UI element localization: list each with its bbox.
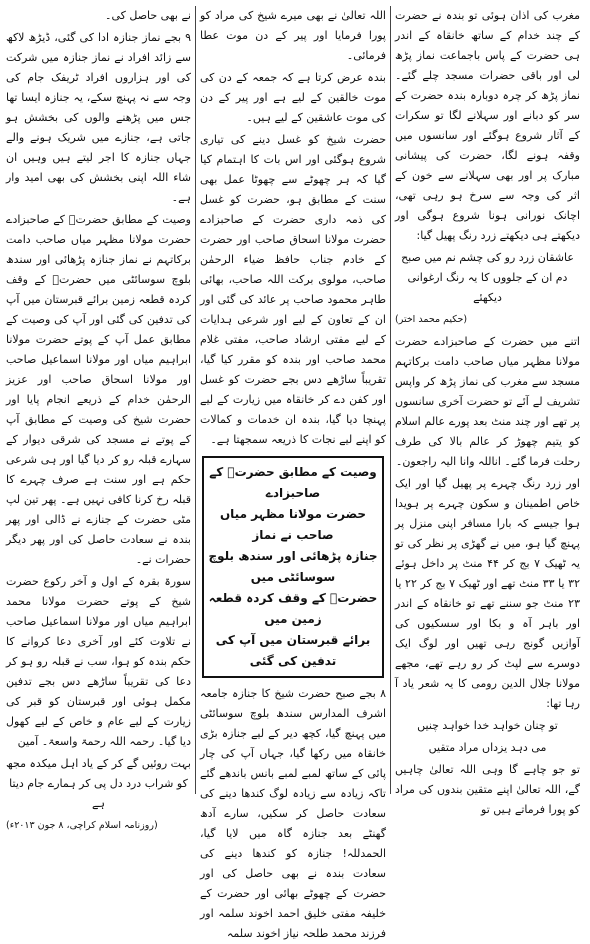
paragraph: ۹ بجے نماز جنازہ ادا کی گئی، ڈیڑھ لاکھ سے زائد افراد نے نماز جنازہ میں شرکت کی اور ہزاروں افراد ٹریفک جام کی وجہ سے نہ پہنچ سکے، یہ جنازہ ایسا تھا جس میں پڑھنے والوں کی بخشش ہو جاتی ہے، جنازے میں شریک ہونے والے جہاں جنازہ کا اجر لیتے ہیں وہیں ان شاء اللہ اپنی بخشش کی بھی امید وار ہے۔ [6,31,191,204]
verse: بہت روئیں گے کر کے یاد اہل میکدہ مجھ کو شراب درد دل پی کر ہمارے جام دیتا ہے [6,757,191,810]
verse-line: می دہد یزداں مراد متقیں [428,741,547,754]
callout-box [202,456,384,678]
callout-line: وصیت کے مطابق حضرتؒ کے صاحبزادے [209,465,377,500]
paragraph: حضرت شیخ کو غسل دینے کی تیاری شروع ہوگئی اور اس بات کا اہتمام کیا گیا کہ ہر چھوٹے سے چھوٹا عمل بھی سنت کے مطابق ہو، حضرت کو غسل کی ذمہ داری حضرت کے صاحبزادے حضرت مولانا اسحاق صاحب اور حضرت کے خادم جناب حافظ ضیاء الرحمٰن صاحب، مولوی برکت اللہ صاحب، بھائی طاہر محمود صاحب پر عائد کی گئی اور ان کے تعاون کے لیے اور شرعی ہدایات کے لیے مفتی ارشاد صاحب، مفتی غلام محمد صاحب اور بندہ کو مقرر کیا گیا، تقریباً ساڑھے دس بجے حضرت کو غسل اور کفن دے کر خانقاہ میں زیارت کے لیے پہنچا دیا گیا، بندہ ان خدمات و کمالات کو اپنے لیے نجات کا ذریعہ سمجھتا ہے۔ [200,133,386,446]
paragraph: بندہ عرض کرتا ہے کہ جمعہ کے دن کی موت خالقین کے لیے ہے اور پیر کے دن کی موت عاشقین کے لیے ہیں۔ [200,71,386,124]
paragraph: تو جو چاہے گا وہی اللہ تعالیٰ چاہیں گے، اللہ تعالیٰ اپنے متقین بندوں کی مراد کو پورا فرماتے ہیں تو [395,763,580,816]
paragraph: مغرب کی اذان ہوئی تو بندہ نے حضرت کے چند خدام کے ساتھ خانقاہ کے اندر ہی حضرت کے پاس باجماعت نماز پڑھ لی اور باقی حضرات مسجد چلے گئے۔ نماز پڑھ کر چرہ دوبارہ بندہ حضرت کے سر کو دبانے اور سہلانے لگا تو سکرات کے آثار شروع ہوگئے اور سانسوں میں وقفہ ہونے لگا، حضرت کی پیشانی مبارک پر اور بھی سہلانے سے خون کے اثر کی وجہ سے سرخ ہو رہی تھی، اچانک نورانی ہونا شروع ہوگی اور دیکھتے ہی دیکھتے زرد رنگ پھیل گیا: [395,9,580,242]
paragraph: اللہ تعالیٰ نے بھی میرے شیخ کی مراد کو پورا فرمایا اور پیر کے دن موت عطا فرمائی۔ [200,9,386,62]
column-divider [390,6,391,794]
paragraph: سورۃ بقرہ کے اول و آخر رکوع حضرت شیخ کے پوتے حضرت مولانا محمد ابراہیم میاں اور مولانا اسماعیل صاحب نے تلاوت کئے اور آخری دعا کروانے کا حکم بندہ کو ہوا، سب نے قبلہ رو ہو کر دعا کی تقریباً ساڑھے دس بجے تدفین مکمل ہوئی اور قبرستان کو قبر کی زیارت کے لیے عام و خاص کے لیے کھول دیا گیا۔ رحمہ اللہ رحمۃ واسعۃ۔ آمین [6,575,191,748]
column-divider [195,6,196,794]
verse-line: تو چنان خواہد خدا خواہد چنیں [417,719,558,732]
column-middle [196,6,390,944]
column-left [2,6,195,944]
paragraph: اتنے میں حضرت کے صاحبزادے حضرت مولانا مظہر میاں صاحب دامت برکاتہم مسجد سے مغرب کی نماز پڑھ کر واپس تشریف لے آئے تو حضرت آخری سانسوں پر تھے اور چند منٹ بعد پورے عالم اسلام کو یتیم چھوڑ کر عالم بالا کی طرف رحلت فرما گئے۔ اناللہ وانا الیہ راجعون۔ [395,335,580,468]
paragraph: ۸ بجے صبح حضرت شیخ کا جنازہ جامعہ اشرف المدارس سندھ بلوچ سوسائٹی میں پہنچ گیا، کچھ دیر کے لیے جنازہ بڑی خانقاہ میں رکھا گیا، جہاں آپ کی چار پائی کے ساتھ لمبے لمبے بانس باندھے گئے تاکہ زیادہ سے زیادہ لوگ کندھا دینے کی سعادت حاصل کر سکیں، سارے آدھ گھنٹے بعد جنازہ گاہ میں لایا گیا، الحمدللہ! جنازہ کو کندھا دینے کی سعادت بندہ نے بھی حاصل کی اور حضرت کے چھوٹے بھائی اور حضرت کے خلیفہ مفتی خلیق احمد اخوند سلمہ اور فرزند محمد طلحہ نیاز اخوند سلمہ [200,687,386,940]
verse-attribution: (حکیم محمد اختر) [395,314,468,325]
paragraph: وصیت کے مطابق حضرتؒ کے صاحبزادے حضرت مولانا مظہر میاں صاحب دامت برکاتہم نے نماز جنازہ پڑھائی اور سندھ بلوچ سوسائٹی میں حضرتؒ کے وقف کردہ قطعہ زمین برائے قبرستان میں آپ کی تدفین کی گئی اور آپ کی وصیت کے مطابق عمل آپ کے پوتے حضرت مولانا ابراہیم میاں اور مولانا اسماعیل صاحب اور مولانا اسحاق صاحب اور عزیز الرحمٰن خدام کے ذریعے انجام پایا اور حضرت شیخ کی وصیت کے مطابق آپ کے پوتے نے مسجد کی شرقی دیوار کے سہارے قبلہ رو کر دیا گیا اور ہی شرعی حکم ہے اور سنت ہے صرف چہرے کا قبلہ رخ کرنا کافی نہیں ہے۔ پھر تین لپ مٹی حضرت کے جنازے نے ڈالی اور پھر بندہ نے سعادت حاصل کی اور پھر دیگر حضرات نے۔ [6,213,191,566]
source-citation: (روزنامہ اسلام کراچی، ۸ جون ۲۰۱۳ء) [6,820,158,831]
callout-line: حضرتؒ کے وقف کردہ قطعہ زمین میں [208,591,378,626]
verse: عاشقان زرد رو کی چشم نم میں صبح دم ان کے جلووں کا یہ رنگ ارغوانی دیکھئے [401,251,574,304]
column-right [391,6,584,944]
paragraph: نے بھی حاصل کی۔ [105,9,191,22]
callout-line: برائے قبرستان میں آپ کی تدفین کی گئی [215,633,371,668]
paragraph: اور زرد رنگ چہرے پر پھیل گیا اور ایک خاص اطمینان و سکون چہرے پر ہویدا ہوا جیسے کہ بارا مسافر اپنی منزل پر پہنچ گیا ہو، میں نے گھڑی پر نظر کی تو یہ ٹھیک ۷ بج کر ۴۴ منٹ پر داخل ہوئے ۳۲ یا ۳۳ منٹ تھے اور ٹھیک ۷ بج کر ۲۲ یا ۲۳ منٹ جو سننے تھے تو خانقاہ کے اندر اور باہر آہ و بکا اور سسکیوں کی آوازیں گونج رہی تھیں اور لوگ ایک دوسرے سے لپٹ کر رو رہے تھے، مجھے مولانا جلال الدین رومی کا یہ شعر یاد آ رہا تھا: [395,477,580,710]
callout-line: جنازہ پڑھائی اور سندھ بلوچ سوسائٹی میں [208,549,378,584]
callout-line: حضرت مولانا مظہر میاں صاحب نے نماز [219,507,367,542]
